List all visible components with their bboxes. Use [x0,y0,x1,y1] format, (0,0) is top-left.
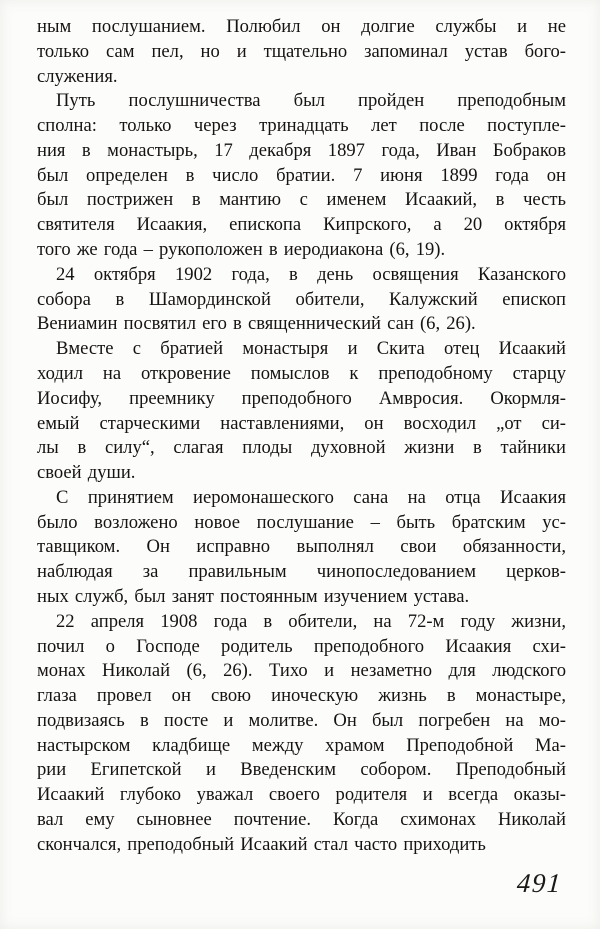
paragraph [37,263,566,337]
paragraph [37,89,566,262]
text-line: лы в силу“, слагая плоды духовной жизни в тайники [37,437,566,459]
text-line: собора в Шамординской обители, Калужский епископ [37,288,566,310]
text-line: монах Николай (6, 26). Тихо и незаметно для людского [37,660,566,682]
text-line: Путь послушничества был пройден преподобным [56,90,566,112]
text-line: вал ему сыновнее почтение. Когда схимонах Николай [37,809,566,830]
text-line: глаза провел он свою иноческую жизнь в монастыре, [37,685,566,707]
text-line: ных служб, был занят постоянным изучением устава. [37,585,470,607]
text-line: рии Египетской и Введенским собором. Преподобный [37,759,566,781]
text-line: служения. [37,65,118,87]
text-line: Иосифу, преемнику преподобного Амвросия. Окормля- [37,387,566,409]
text-line: ным послушанием. Полюбил он долгие службы и не [37,16,566,37]
page-number: 491 [515,868,564,898]
text-line: Исаакий глубоко уважал своего родителя и всегда оказы- [37,784,566,806]
text-line: ния в монастырь, 17 декабря 1897 года, Иван Бобраков [37,139,566,161]
text-line: подвизаясь в посте и молитве. Он был погребен на мо- [37,709,566,731]
paragraph [37,610,566,858]
text-line: наблюдая за правильным чинопоследованием церков- [37,561,566,583]
paragraph [37,15,566,89]
text-line: был пострижен в мантию с именем Исаакий, в честь [37,189,566,211]
text-line: 22 апреля 1908 года в обители, на 72-м году жизни, [56,610,566,632]
text-line: было возложено новое послушание – быть братским ус- [37,511,566,533]
text-line: святителя Исаакия, епископа Кипрского, а 20 октября [37,214,566,236]
text-line: того же года – рукоположен в иеродиакона (6, 19). [37,239,446,261]
text-line: сполна: только через тринадцать лет после поступле- [37,115,566,137]
body-text [37,15,566,858]
text-line: С принятием иеромонашеского сана на отца Исаакия [56,486,566,508]
paragraph [37,337,566,486]
text-line: скончался, преподобный Исаакий стал часто приходить [37,833,486,855]
text-line: Вместе с братией монастыря и Скита отец Исаакий [56,338,566,360]
text-line: тавщиком. Он исправно выполнял свои обязанности, [37,536,566,558]
text-line: 24 октября 1902 года, в день освящения Казанского [56,263,566,285]
text-line: был определен в число братии. 7 июня 1899 года он [37,164,566,186]
text-line: только сам пел, но и тщательно запоминал устав бого- [37,40,566,62]
text-line: почил о Господе родитель преподобного Исаакия схи- [37,635,566,657]
text-line: Вениамин посвятил его в священнический сан (6, 26). [37,313,476,335]
text-line: своей души. [37,462,136,484]
paragraph [37,486,566,610]
text-line: емый старческими наставлениями, он восходил „от си- [37,412,566,434]
text-line: ходил на откровение помыслов к преподобному старцу [37,362,566,384]
text-line: настырском кладбище между храмом Преподобной Ма- [37,734,566,756]
